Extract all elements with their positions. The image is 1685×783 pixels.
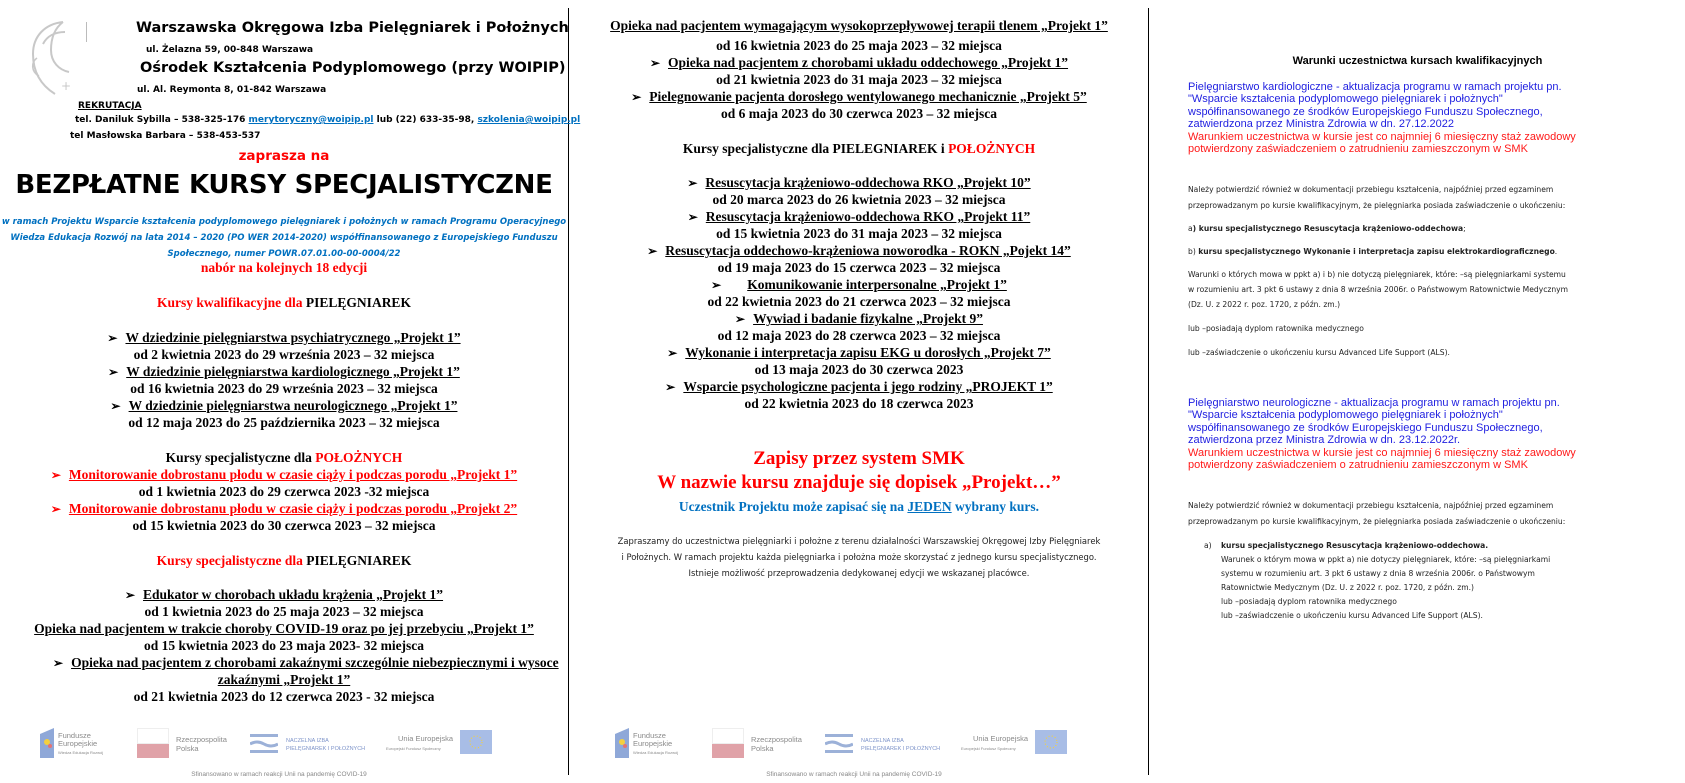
logo2-line1: Rzeczpospolita — [751, 735, 802, 744]
cardio-or-2: lub –zaświadczenie o ukończeniu kursu Advanced Life Support (ALS). — [1188, 348, 1450, 357]
course-dates: od 21 kwietnia 2023 do 31 maja 2023 – 32 miejsca — [716, 72, 1002, 87]
neuro-program-line: Pielęgniarstwo neurologiczne - aktualizacja programu w ramach projektu pn. — [1188, 397, 1560, 409]
invites-text: zaprasza na — [238, 148, 330, 164]
course-dates: od 22 kwietnia 2023 do 21 czerwca 2023 – 32 miejsca — [707, 294, 1011, 309]
neuro-program — [1188, 397, 1576, 471]
course-title[interactable]: Komunikowanie interpersonalne „Projekt 1” — [747, 277, 1007, 292]
neuro-program-line: współfinansowanego ze środków Europejskiego Funduszu Społecznego, — [1188, 421, 1543, 434]
eu-flag-icon — [460, 730, 492, 754]
course-item[interactable] — [0, 397, 568, 415]
course-item[interactable] — [0, 500, 568, 518]
logo4-line2: Europejski Fundusz Społeczny — [961, 746, 1016, 751]
contact-1-name-phone: tel. Daniluk Sybilla – 538-325-176 — [75, 115, 249, 125]
logo1-line2: Europejskie — [58, 739, 98, 748]
neuro-program-line: "Wsparcie kształcenia podyplomowego pielęgniarek i położnych" — [1188, 409, 1503, 422]
project-line-2: Wiedza Edukacja Rozwój na lata 2014 – 2020 (PO WER 2014-2020) współfinansowanego z Europejskiego Funduszu — [10, 233, 558, 243]
course-dates: od 20 marca 2023 do 26 kwietnia 2023 – 32 miejsca — [712, 192, 1006, 207]
invitation-para-1: Zapraszamy do uczestnictwa pielęgniarki i położne z terenu działalności Warszawskiej Okręgowej Izby Pielęgniarek — [617, 536, 1101, 546]
headline: BEZPŁATNE KURSY SPECJALISTYCZNE — [15, 170, 553, 200]
neuro-exempt-1: Warunek o którym mowa w ppkt a) nie dotyczy pielęgniarek, które: –są pielęgniarkami — [1221, 555, 1551, 564]
arrow-bullet-icon: ➢ — [50, 468, 61, 482]
org-address: ul. Żelazna 59, 00-848 Warszawa — [146, 45, 314, 55]
column-divider-2 — [1148, 8, 1149, 775]
arrow-bullet-icon: ➢ — [711, 278, 722, 292]
course-dates: od 6 maja 2023 do 30 czerwca 2023 – 32 miejsca — [721, 106, 997, 121]
item-b-label: b) — [1188, 247, 1199, 256]
logo3-line2: PIELĘGNIAREK I POŁOŻNYCH — [286, 746, 366, 752]
cardio-program-line: zatwierdzona przez Ministra Zdrowia w dn. 27.12.2022 — [1188, 118, 1454, 131]
course-title[interactable]: W dziedzinie pielęgniarstwa psychiatrycznego „Projekt 1” — [125, 330, 461, 345]
nurse-silhouette-icon — [25, 18, 75, 100]
course-dates: od 12 maja 2023 do 25 października 2023 – 32 miejsca — [128, 415, 440, 430]
course-dates: od 15 kwietnia 2023 do 30 czerwca 2023 – 32 miejsca — [132, 518, 436, 533]
arrow-bullet-icon: ➢ — [107, 331, 118, 345]
arrow-bullet-icon: ➢ — [649, 56, 661, 70]
cardio-program-line: Pielęgniarstwo kardiologiczne - aktualizacja programu w ramach projektu pn. — [1188, 81, 1562, 93]
email-link-merytoryczny[interactable]: merytoryczny@woipip.pl — [248, 115, 374, 125]
cardio-item-b — [1188, 245, 1557, 259]
course-item[interactable] — [570, 344, 1148, 362]
polish-flag-icon — [712, 728, 744, 758]
heading-part-black: PIELĘGNIAREK — [305, 295, 411, 310]
logo2-line2: Polska — [751, 744, 774, 753]
contact-line-2: tel Masłowska Barbara – 538-453-537 — [70, 131, 261, 141]
cardio-exempt-3: (Dz. U. z 2022 r. poz. 1720, z późn. zm.) — [1188, 300, 1341, 309]
course-title[interactable]: Wykonanie i interpretacja zapisu EKG u dorosłych „Projekt 7” — [685, 345, 1051, 360]
logo1-line3: Wiedza Edukacja Rozwój — [633, 750, 679, 755]
logo2-line2: Polska — [176, 744, 199, 753]
recruitment-label: REKRUTACJA — [78, 101, 142, 111]
course-title[interactable]: Resuscytacja krążeniowo-oddechowa RKO „Projekt 10” — [705, 175, 1031, 190]
heading-part-black: Kursy specjalistyczne dla — [165, 450, 316, 465]
cardio-program-line: współfinansowanego ze środków Europejskiego Funduszu Społecznego, — [1188, 105, 1543, 118]
arrow-bullet-icon: ➢ — [108, 365, 119, 379]
course-dates: od 15 kwietnia 2023 do 31 maja 2023 – 32 miejsca — [716, 226, 1002, 241]
course-dates: od 2 kwietnia 2023 do 29 września 2023 – 32 miejsca — [133, 347, 435, 362]
heading-part-black: PIELĘGNIAREK — [306, 553, 412, 568]
logo3-line2: PIELĘGNIAREK I POŁOŻNYCH — [861, 746, 941, 752]
recruitment-editions: nabór na kolejnych 18 edycji — [200, 260, 368, 275]
course-dates: od 15 kwietnia 2023 do 23 maja 2023- 32 miejsca — [143, 638, 425, 653]
heading-part-red: POŁOŻNYCH — [315, 450, 403, 465]
course-item[interactable] — [570, 54, 1148, 72]
neuro-program-line: zatwierdzona przez Ministra Zdrowia w dn. 23.12.2022r. — [1188, 434, 1461, 447]
section-heading-midwives — [0, 449, 568, 466]
course-item[interactable] — [570, 174, 1148, 192]
cardio-item-a — [1188, 222, 1466, 236]
logo1-line2: Europejskie — [633, 739, 673, 748]
course-title[interactable]: Opieka nad pacjentem wymagającym wysokoprzepływowej terapii tlenem „Projekt 1” — [610, 18, 1108, 33]
neuro-item-a-label: a) — [1204, 541, 1212, 550]
email-link-szkolenia[interactable]: szkolenia@woipip.pl — [477, 115, 581, 125]
course-title-continued[interactable]: zakaźnymi „Projekt 1” — [217, 672, 351, 687]
logo1-line1: Fundusze — [58, 731, 91, 740]
course-title[interactable]: Pielegnowanie pacjenta dorosłego wentylowanego mechanicznie „Projekt 5” — [649, 89, 1087, 104]
eu-funds-logo-icon — [40, 728, 54, 758]
section-heading-qualification — [0, 294, 568, 311]
course-item[interactable] — [570, 208, 1148, 226]
course-dates: od 12 maja 2023 do 28 czerwca 2023 – 32 miejsca — [717, 328, 1001, 343]
project-line-3: Społecznego, numer POWR.07.01.00-00-0004/22 — [167, 249, 401, 259]
flyer-page-1 — [0, 0, 581, 783]
enrollment-system: Zapisy przez system SMK — [753, 448, 965, 469]
financed-note: Sfinansowano w ramach reakcji Unii na pandemię COVID-19 — [191, 771, 367, 778]
item-a-suffix: ; — [1463, 224, 1466, 233]
limit-text-emphasis: JEDEN — [907, 499, 952, 514]
item-a-label: a — [1188, 224, 1193, 233]
logo3-line1: NACZELNA IZBA — [861, 738, 904, 744]
arrow-bullet-icon: ➢ — [687, 176, 698, 190]
course-item[interactable] — [0, 329, 568, 347]
cardio-exempt-1: Warunki o których mowa w ppkt a) i b) nie dotyczą pielęgniarek, które: –są pielęgniarkami systemu — [1188, 270, 1566, 279]
course-title[interactable]: W dziedzinie pielęgniarstwa kardiologicznego „Projekt 1” — [126, 364, 460, 379]
course-dates: od 1 kwietnia 2023 do 29 czerwca 2023 -32 miejsca — [138, 484, 430, 499]
logo4-line2: Europejski Fundusz Społeczny — [386, 746, 441, 751]
cardio-program — [1188, 81, 1576, 155]
course-item[interactable] — [570, 17, 1148, 34]
nursing-chamber-logo-icon — [250, 728, 278, 758]
arrow-bullet-icon: ➢ — [647, 244, 658, 258]
item-b-text: kursu specjalistycznego Wykonanie i interpretacja zapisu elektrokardiograficznego — [1198, 247, 1555, 256]
neuro-item-a-text: kursu specjalistycznego Resuscytacja krążeniowo-oddechowa. — [1221, 541, 1489, 550]
header-divider — [86, 22, 87, 42]
course-dates: od 13 maja 2023 do 30 czerwca 2023 — [754, 362, 964, 377]
course-item[interactable] — [0, 363, 568, 381]
cardio-confirm-1: Należy potwierdzić również w dokumentacji przebiegu kształcenia, najpóźniej przed egzaminem — [1188, 185, 1554, 194]
course-title[interactable]: Monitorowanie dobrostanu płodu w czasie ciąży i podczas porodu „Projekt 2” — [68, 501, 518, 516]
flyer-page-2 — [570, 0, 1148, 783]
financed-note: Sfinansowano w ramach reakcji Unii na pandemię COVID-19 — [766, 771, 942, 778]
logo4-line1: Unia Europejska — [398, 734, 454, 743]
course-item[interactable] — [0, 620, 568, 637]
course-item[interactable] — [570, 378, 1148, 396]
course-title[interactable]: Opieka nad pacjentem w trakcie choroby COVID-19 oraz po jej przebyciu „Projekt 1” — [34, 621, 534, 636]
course-title[interactable]: Opieka nad pacjentem z chorobami zakaźnymi szczególnie niebezpiecznymi i wysoce — [71, 655, 559, 670]
neuro-exempt-2: systemu w rozumieniu art. 3 pkt 6 ustawy z dnia 8 września 2006r. o Państwowym — [1221, 569, 1535, 578]
invitation-para-3: Istnieje możliwość przeprowadzenia dedykowanej edycji we wskazanej placówce. — [688, 568, 1030, 578]
logo2-line1: Rzeczpospolita — [176, 735, 227, 744]
arrow-bullet-icon: ➢ — [631, 90, 642, 104]
arrow-bullet-icon: ➢ — [53, 656, 64, 670]
arrow-bullet-icon: ➢ — [50, 502, 61, 516]
arrow-bullet-icon: ➢ — [687, 210, 698, 224]
arrow-bullet-icon: ➢ — [735, 312, 746, 326]
course-title[interactable]: Wywiad i badanie fizykalne „Projekt 9” — [753, 311, 983, 326]
item-b-suffix: . — [1554, 247, 1558, 256]
arrow-bullet-icon: ➢ — [124, 588, 135, 602]
org-name: Warszawska Okręgowa Izba Pielęgniarek i Położnych — [136, 20, 569, 36]
neuro-requirement-2: potwierdzony zaświadczeniem o zatrudnieniu zamieszczonym w SMK — [1188, 459, 1528, 472]
section-heading-nurses-specialist — [0, 552, 568, 569]
course-title[interactable]: Wsparcie psychologiczne pacjenta i jego rodziny „PROJEKT 1” — [683, 379, 1053, 394]
arrow-bullet-icon: ➢ — [110, 399, 121, 413]
logo4-line1: Unia Europejska — [973, 734, 1029, 743]
course-title[interactable]: Monitorowanie dobrostanu płodu w czasie ciąży i podczas porodu „Projekt 1” — [68, 467, 518, 482]
item-a-text: ) kursu specjalistycznego Resuscytacja krążeniowo-oddechowa — [1192, 224, 1464, 233]
course-dates: od 1 kwietnia 2023 do 25 maja 2023 – 32 miejsca — [144, 604, 424, 619]
neuro-requirement-1: Warunkiem uczestnictwa w kursie jest co najmniej 6 miesięczny staż zawodowy — [1188, 446, 1576, 459]
neuro-confirm-1: Należy potwierdzić również w dokumentacji przebiegu kształcenia, najpóźniej przed egzaminem — [1188, 501, 1554, 510]
conditions-page — [1150, 0, 1685, 783]
cardio-requirement-1: Warunkiem uczestnictwa w kursie jest co najmniej 6 miesięczny staż zawodowy — [1188, 130, 1576, 143]
limit-text-pre: Uczestnik Projektu może zapisać się na — [678, 499, 908, 514]
neuro-confirm-2: przeprowadzanym po kursie kwalifikacyjnym, że pielęgniarka posiada zaświadczenie o ukończeniu: — [1188, 517, 1566, 526]
project-line-1: w ramach Projektu Wsparcie kształcenia podyplomowego pielęgniarek i położnych w ramach Programu Operacyjnego — [1, 217, 567, 227]
conditions-title: Warunki uczestnictwa kursach kwalifikacyjnych — [1292, 55, 1543, 67]
nursing-chamber-logo-icon — [825, 728, 853, 758]
heading-part-red: POŁOŻNYCH — [948, 141, 1036, 156]
enrollment-suffix-note: W nazwie kursu znajduje się dopisek „Projekt…” — [657, 472, 1061, 493]
polish-flag-icon — [137, 728, 169, 758]
course-item[interactable] — [570, 242, 1148, 260]
center-address: ul. Al. Reymonta 8, 01-842 Warszawa — [137, 85, 327, 95]
cardio-exempt-2: w rozumieniu art. 3 pkt 6 ustawy z dnia 8 września 2006r. o Państwowym Ratownictwie Medycznym — [1188, 285, 1569, 294]
center-name: Ośrodek Kształcenia Podyplomowego (przy WOIPIP) — [140, 60, 566, 76]
course-title[interactable]: Resuscytacja oddechowo-krążeniowa noworodka - ROKN „Pojekt 14” — [665, 243, 1071, 258]
heading-part-black: Kursy specjalistyczne dla PIELEGNIAREK i — [682, 141, 949, 156]
sponsor-logos — [615, 728, 1075, 762]
neuro-exempt-3: Ratownictwie Medycznym (Dz. U. z 2022 r. poz. 1720, z późn. zm.) — [1221, 583, 1474, 592]
course-item[interactable] — [0, 586, 568, 604]
svg-text:+: + — [61, 79, 72, 93]
eu-funds-logo-icon — [615, 728, 629, 758]
course-title[interactable]: W dziedzinie pielęgniarstwa neurologicznego „Projekt 1” — [128, 398, 458, 413]
heading-part-red: Kursy kwalifikacyjne dla — [157, 295, 306, 310]
cardio-requirement-2: potwierdzony zaświadczeniem o zatrudnieniu zamieszczonym w SMK — [1188, 143, 1528, 156]
course-title[interactable]: Resuscytacja krążeniowo-oddechowa RKO „Projekt 11” — [705, 209, 1031, 224]
cardio-confirm-2: przeprowadzanym po kursie kwalifikacyjnym, że pielęgniarka posiada zaświadczenie o ukończeniu: — [1188, 201, 1566, 210]
cardio-or-1: lub –posiadają dyplom ratownika medycznego — [1188, 324, 1364, 333]
section-heading-both — [570, 140, 1148, 157]
heading-part-red: Kursy specjalistyczne dla — [156, 553, 307, 568]
neuro-or-1: lub –posiadają dyplom ratownika medycznego — [1221, 597, 1397, 606]
invitation-para-2: i Położnych. W ramach projektu każda pielęgniarka i położna może skorzystać z jednego kursu specjalistycznego. — [621, 552, 1097, 562]
cardio-program-line: "Wsparcie kształcenia podyplomowego pielęgniarek i położnych" — [1188, 93, 1503, 106]
course-dates: od 21 kwietnia 2023 do 12 czerwca 2023 - 32 miejsca — [133, 689, 435, 704]
course-dates: od 19 maja 2023 do 15 czerwca 2023 – 32 miejsca — [717, 260, 1001, 275]
course-item[interactable] — [570, 88, 1148, 106]
sponsor-logos — [40, 728, 500, 762]
course-title[interactable]: Opieka nad pacjentem z chorobami układu oddechowego „Projekt 1” — [668, 55, 1069, 70]
course-item[interactable] — [0, 466, 568, 484]
course-title[interactable]: Edukator w chorobach układu krążenia „Projekt 1” — [143, 587, 444, 602]
course-dates: od 22 kwietnia 2023 do 18 czerwca 2023 — [744, 396, 974, 411]
contact-line-1 — [75, 115, 580, 125]
arrow-bullet-icon: ➢ — [667, 346, 678, 360]
course-item[interactable] — [53, 654, 559, 672]
course-item[interactable] — [570, 276, 1148, 294]
eu-flag-icon — [1035, 730, 1067, 754]
arrow-bullet-icon: ➢ — [665, 380, 676, 394]
course-item[interactable] — [570, 310, 1148, 328]
contact-1-phone-2: lub (22) 633-35-98, — [373, 115, 478, 125]
logo1-line1: Fundusze — [633, 731, 666, 740]
course-dates: od 16 kwietnia 2023 do 25 maja 2023 – 32 miejsca — [716, 38, 1002, 53]
logo1-line3: Wiedza Edukacja Rozwój — [58, 750, 104, 755]
enrollment-limit — [570, 499, 1148, 515]
limit-text-post: wybrany kurs. — [951, 499, 1040, 514]
course-dates: od 16 kwietnia 2023 do 29 września 2023 – 32 miejsca — [130, 381, 438, 396]
neuro-or-2: lub –zaświadczenie o ukończeniu kursu Advanced Life Support (ALS). — [1221, 611, 1483, 620]
logo3-line1: NACZELNA IZBA — [286, 738, 329, 744]
